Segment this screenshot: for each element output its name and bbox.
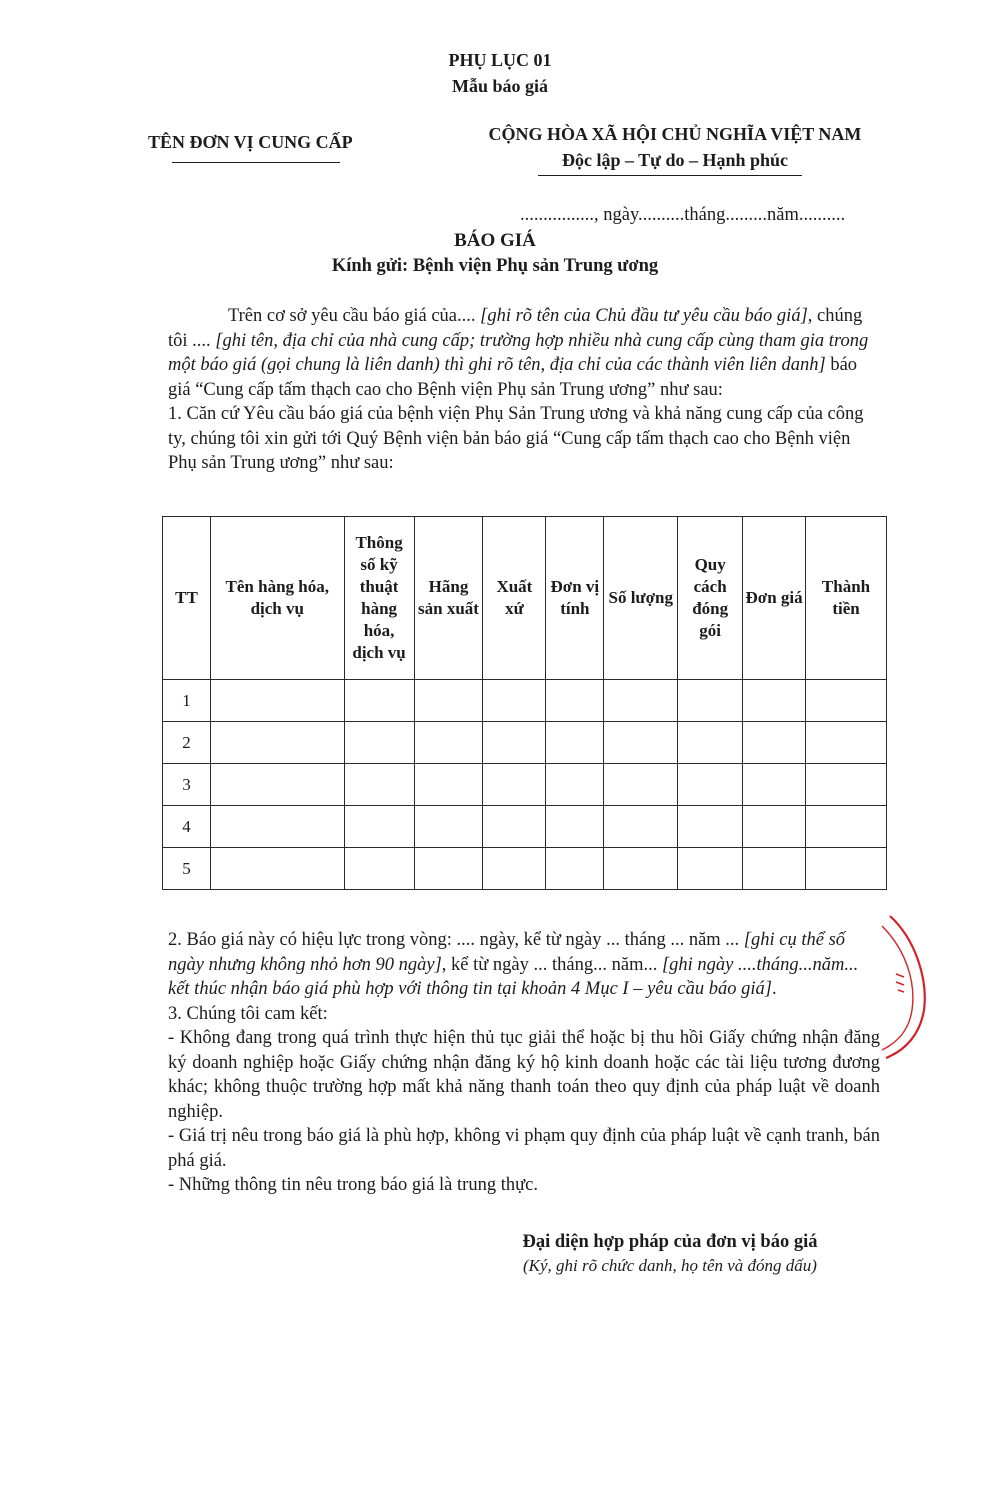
official-stamp-fragment [876, 910, 936, 1060]
intro-paragraph [168, 304, 880, 476]
national-motto-line2: Độc lập – Tự do – Hạnh phúc [561, 150, 789, 170]
row-number: 1 [163, 680, 211, 722]
col-header-goods: Tên hàng hóa, dịch vụ [210, 517, 344, 680]
col-header-packing: Quy cách đóng gói [678, 517, 743, 680]
national-motto-line1: CỘNG HÒA XÃ HỘI CHỦ NGHĨA VIỆT NAM [488, 124, 862, 144]
col-header-unit-price: Đơn giá [743, 517, 806, 680]
table-row [163, 680, 887, 722]
intro-text-a: Trên cơ sở yêu cầu báo giá của.... [228, 306, 476, 326]
table-row [163, 848, 887, 890]
col-header-quantity: Số lượng [604, 517, 678, 680]
table-row [163, 722, 887, 764]
intro-text-c: báo giá “Cung cấp tấm thạch cao cho Bệnh viện Phụ sản Trung ương” như sau: [168, 355, 858, 400]
annex-subtitle: Mẫu báo giá [451, 76, 548, 96]
validity-text-a: 2. Báo giá này có hiệu lực trong vòng: .... ngày, kể từ ngày ... tháng ... năm ... [168, 930, 740, 950]
intro-note-requester: [ghi rõ tên của Chủ đầu tư yêu cầu báo giá] [480, 306, 808, 326]
col-header-specs: Thông số kỹ thuật hàng hóa, dịch vụ [344, 517, 414, 680]
validity-paragraph [168, 928, 880, 1002]
intro-basis: 1. Căn cứ Yêu cầu báo giá của bệnh viện Phụ Sản Trung ương và khả năng cung cấp của công ty, chúng tôi xin gửi tới Quý Bệnh viện bản báo giá “Cung cấp tấm thạch cao cho Bệnh viện Phụ sản Trung ương” như sau: [168, 404, 864, 473]
row-number: 4 [163, 806, 211, 848]
commitment-item: - Giá trị nêu trong báo giá là phù hợp, không vi phạm quy định của pháp luật về cạnh tranh, bán phá giá. [168, 1126, 880, 1171]
supplier-unit: TÊN ĐƠN VỊ CUNG CẤP [148, 132, 353, 152]
commitment-item: - Không đang trong quá trình thực hiện thủ tục giải thể hoặc bị thu hồi Giấy chứng nhận đăng ký doanh nghiệp hoặc Giấy chứng nhận đăng ký hộ kinh doanh hoặc các tài liệu tương đương khác; không thuộc trường hợp mất khả năng thanh toán theo quy định của pháp luật về doanh nghiệp. [168, 1028, 880, 1122]
signature-title: Đại diện hợp pháp của đơn vị báo giá [522, 1232, 818, 1252]
table-row [163, 806, 887, 848]
annex-title: PHỤ LỤC 01 [448, 50, 552, 70]
date-line: ................, ngày..........tháng.........năm.......... [520, 205, 846, 225]
col-header-tt: TT [163, 517, 211, 680]
validity-text-c: . [771, 979, 777, 999]
commitments-heading: 3. Chúng tôi cam kết: [168, 1003, 328, 1024]
validity-note-days: [ghi cụ thể số ngày nhưng không nhỏ hơn 90 ngày] [168, 930, 846, 975]
col-header-unit: Đơn vị tính [546, 517, 604, 680]
document-title: BÁO GIÁ [454, 230, 536, 251]
signature-note: (Ký, ghi rõ chức danh, họ tên và đóng dấu) [523, 1256, 817, 1275]
col-header-amount: Thành tiền [806, 517, 887, 680]
intro-text-b: , chúng tôi .... [168, 306, 863, 351]
commitments-section [168, 928, 880, 1198]
quotation-table [162, 516, 887, 890]
table-header-row [163, 517, 887, 680]
col-header-origin: Xuất xứ [483, 517, 546, 680]
row-number: 3 [163, 764, 211, 806]
row-number: 5 [163, 848, 211, 890]
supplier-underline [172, 162, 340, 163]
recipient: Kính gửi: Bệnh viện Phụ sản Trung ương [331, 256, 659, 276]
row-number: 2 [163, 722, 211, 764]
table-row [163, 764, 887, 806]
motto-underline [538, 175, 802, 176]
validity-text-b: , kể từ ngày ... tháng... năm... [441, 954, 658, 975]
intro-note-supplier: [ghi tên, địa chỉ của nhà cung cấp; trường hợp nhiều nhà cung cấp cùng tham gia trong một báo giá (gọi chung là liên danh) thì ghi rõ tên, địa chỉ của các thành viên liên danh] [168, 330, 869, 375]
col-header-manufacturer: Hãng sản xuất [414, 517, 483, 680]
validity-note-end-date: [ghi ngày ....tháng...năm... kết thúc nhận báo giá phù hợp với thông tin tại khoản 4 Mục I – yêu cầu báo giá] [168, 954, 859, 999]
commitment-item: - Những thông tin nêu trong báo giá là trung thực. [168, 1175, 538, 1195]
